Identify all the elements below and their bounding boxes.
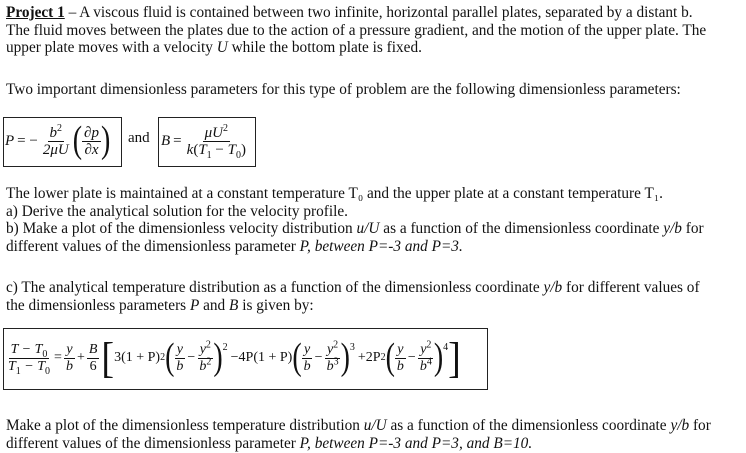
task-b-line-2: different values of the dimensionless parameter P, between P=-3 and P=3.: [6, 237, 463, 255]
p-fraction: $\frac{b^2}{2\mu U}$: [42, 122, 69, 158]
problem-line-1: Project 1 – A viscous fluid is contained between two infinite, horizontal parallel plates, separated by a distant b.: [6, 4, 693, 21]
b-definition-equation: B = $\frac{\mu U^2}{k(T_1 - T_0)}$: [161, 122, 246, 161]
tasks-a-b: [6, 185, 742, 255]
task-c-line-1: c) The analytical temperature distribution as a function of the dimensionless coordinate y/b for different values of: [6, 279, 700, 296]
final-task-line-2: different values of the dimensionless parameter P, between P=-3 and P=3, and B=10.: [6, 434, 533, 452]
temperature-statement: The lower plate is maintained at a constant temperature T₀ and the upper plate at a constant temperature T₁.: [6, 185, 663, 202]
task-a: a) Derive the analytical solution for the velocity profile.: [6, 202, 348, 220]
problem-line-2: The fluid moves between the plates due to the action of a pressure gradient, and the motion of the upper plate. The: [6, 21, 707, 39]
pressure-gradient: $\frac{\partial p}{\partial x}$: [84, 124, 99, 158]
task-b-line-1: b) Make a plot of the dimensionless velocity distribution u/U as a function of the dimensionless coordinate y/b for: [6, 220, 704, 237]
problem-line-3: upper plate moves with a velocity U while the bottom plate is fixed.: [6, 39, 422, 56]
problem-statement: [6, 4, 742, 57]
project-label: Project 1: [6, 4, 65, 21]
and-word: and: [128, 130, 150, 146]
temperature-equation: $\frac{T - T_0}{T_1 - T_0}$ = $\frac{y}{b}$ + $\frac{B}{6}$ [ 3(1 + P) 2 ( $\frac{y}{b}$ − $\frac{y^2}{b^2}$ ) $^2$ −4P(1 + P) ( $\frac{y}{b}$ − $\frac{y^2}{b^3}$ ) $^3$ +2P 2 ( $\frac{y}{b}$ − $\frac{y^2}{b^4}$ ) $^4$ ]: [8, 333, 461, 383]
task-c-line-2: the dimensionless parameters P and B is given by:: [6, 296, 314, 314]
b-fraction: $\frac{\mu U^2}{k(T_1 - T_0)}$: [186, 122, 246, 161]
dimensionless-intro: Two important dimensionless parameters for this type of problem are the following dimensionless parameters:: [6, 81, 681, 98]
final-task-line-1: Make a plot of the dimensionless temperature distribution u/U as a function of the dimensionless coordinate y/b for: [6, 417, 711, 434]
theta-fraction: $\frac{T - T_0}{T_1 - T_0}$: [8, 341, 51, 377]
p-definition-equation: P = − $\frac{b^2}{2\mu U}$ ( $\frac{\partial p}{\partial x}$ ): [5, 119, 111, 162]
final-task: [6, 417, 742, 452]
task-c-intro: [6, 279, 742, 314]
